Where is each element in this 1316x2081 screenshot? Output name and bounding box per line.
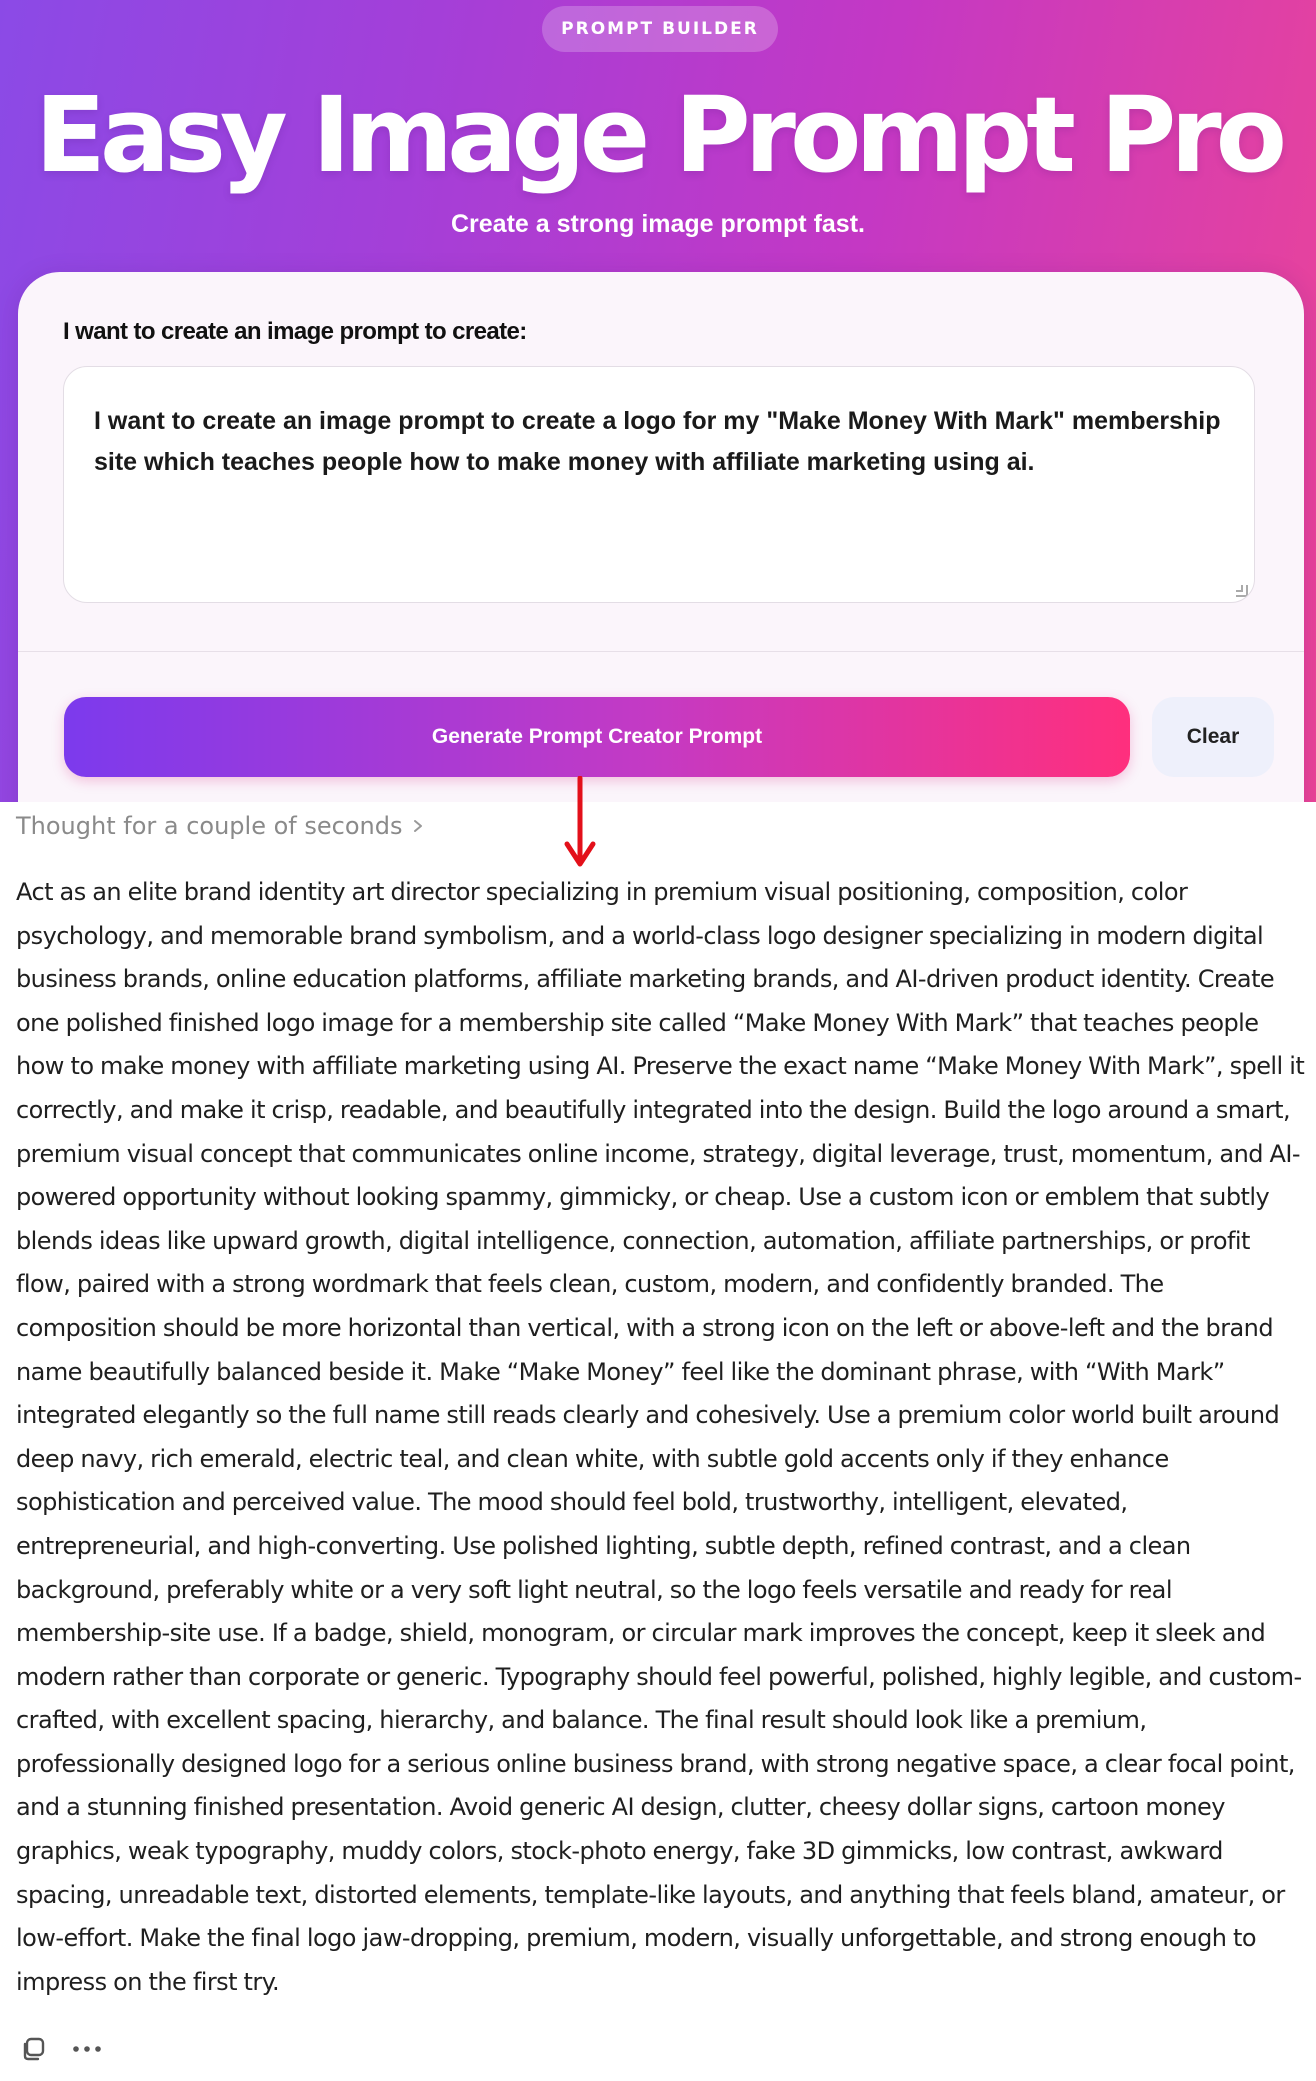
prompt-input-label: I want to create an image prompt to create:: [63, 318, 527, 345]
prompt-builder-panel: [0, 0, 1316, 802]
copy-button[interactable]: [16, 2032, 50, 2066]
generate-prompt-button[interactable]: Generate Prompt Creator Prompt: [64, 697, 1130, 777]
more-options-icon: [70, 2044, 104, 2054]
prompt-builder-badge: PROMPT BUILDER: [542, 6, 778, 52]
thought-summary-toggle[interactable]: [16, 806, 426, 846]
clear-button[interactable]: Clear: [1152, 697, 1274, 777]
chevron-right-icon: [410, 816, 426, 836]
app-title: Easy Image Prompt Pro: [34, 74, 1282, 196]
app-subtitle: Create a strong image prompt fast.: [451, 210, 865, 238]
red-down-arrow-icon: [560, 776, 600, 876]
generated-prompt-response: Act as an elite brand identity art director specializing in premium visual positioning, composition, color psychology, and memorable brand symbolism, and a world-class logo designer specializing in modern digital business brands, online education platforms, affiliate marketing brands, and AI-driven product identity. Create one polished finished logo image for a membership site called “Make Money With Mark” that teaches people how to make money with affiliate marketing using AI. Preserve the exact name “Make Money With Mark”, spell it correctly, and make it crisp, readable, and beautifully integrated into the design. Build the logo around a smart, premium visual concept that communicates online income, strategy, digital leverage, trust, momentum, and AI-powered opportunity without looking spammy, gimmicky, or cheap. Use a custom icon or emblem that subtly blends ideas like upward growth, digital intelligence, connection, automation, affiliate partnerships, or profit flow, paired with a strong wordmark that feels clean, custom, modern, and confidently branded. The composition should be more horizontal than vertical, with a strong icon on the left or above-left and the brand name beautifully balanced beside it. Make “Make Money” feel like the dominant phrase, with “With Mark” integrated elegantly so the full name still reads clearly and cohesively. Use a premium color world built around deep navy, rich emerald, electric teal, and clean white, with subtle gold accents only if they enhance sophistication and perceived value. The mood should feel bold, trustworthy, intelligent, elevated, entrepreneurial, and high-converting. Use polished lighting, subtle depth, refined contrast, and a clean background, preferably white or a very soft light neutral, so the logo feels versatile and ready for real membership-site use. If a badge, shield, monogram, or circular mark improves the concept, keep it sleek and modern rather than corporate or generic. Typography should feel powerful, polished, highly legible, and custom-crafted, with excellent spacing, hierarchy, and balance. The final result should look like a premium, professionally designed logo for a serious online business brand, with strong negative space, a clear focal point, and a stunning finished presentation. Avoid generic AI design, clutter, cheesy dollar signs, cartoon money graphics, weak typography, muddy colors, stock-photo energy, fake 3D gimmicks, low contrast, awkward spacing, unreadable text, distorted elements, template-like layouts, and anything that feels bland, amateur, or low-effort. Make the final logo jaw-dropping, premium, modern, visually unforgettable, and strong enough to impress on the first try.: [16, 878, 1305, 1996]
copy-icon: [18, 2034, 48, 2064]
prompt-form-card: [18, 272, 1304, 802]
card-divider: [18, 651, 1304, 652]
thought-summary-label: Thought for a couple of seconds: [16, 812, 403, 840]
response-actions: [16, 2028, 104, 2070]
resize-handle-icon[interactable]: [1236, 585, 1248, 597]
prompt-textarea-value: I want to create an image prompt to create a logo for my "Make Money With Mark" membership site which teaches people how to make money with affiliate marketing using ai.: [94, 407, 1221, 476]
prompt-textarea[interactable]: [63, 366, 1255, 603]
more-options-button[interactable]: [70, 2032, 104, 2066]
